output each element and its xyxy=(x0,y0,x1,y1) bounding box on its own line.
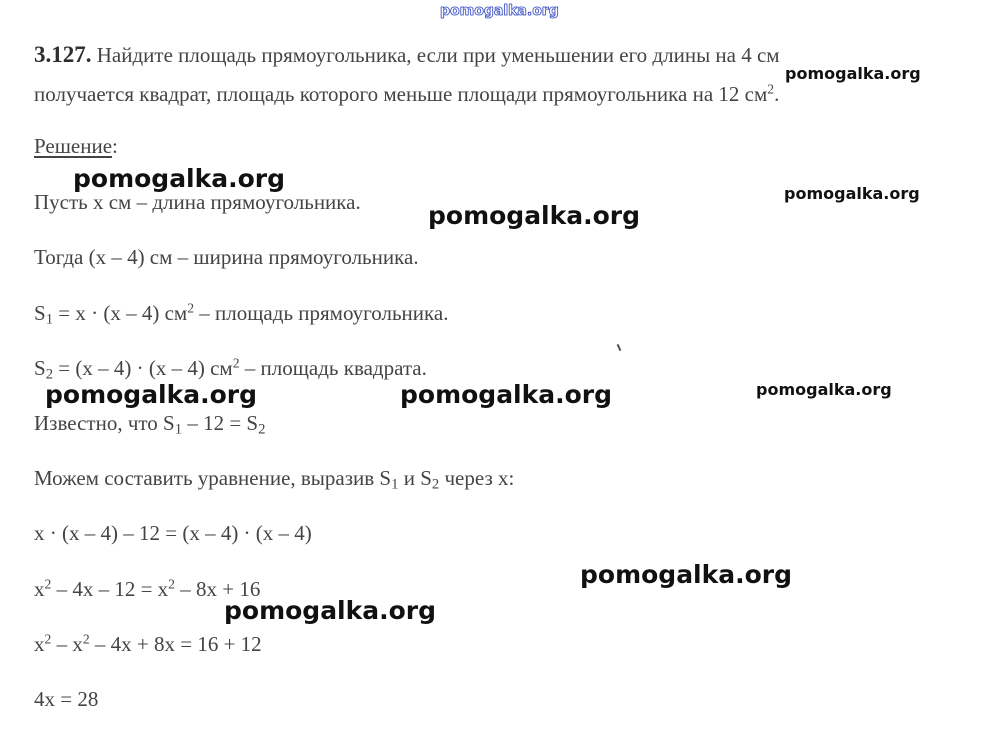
l8-c: – 8x + 16 xyxy=(175,577,261,601)
l3-c: – площадь прямоугольника. xyxy=(194,301,449,325)
solution-line-3 xyxy=(34,300,449,328)
watermark: pomogalka.org xyxy=(45,380,258,409)
l5-sub2: 2 xyxy=(258,421,266,438)
watermark: pomogalka.org xyxy=(224,596,437,625)
watermark: pomogalka.org xyxy=(73,164,286,193)
l5-a: Известно, что S xyxy=(34,411,175,435)
watermark: pomogalka.org xyxy=(400,380,613,409)
problem-line-1 xyxy=(34,43,780,67)
l4-sub: 2 xyxy=(45,366,54,383)
watermark-top: pomogalka.org xyxy=(440,3,559,19)
solution-heading-colon: : xyxy=(112,134,118,158)
problem-text-2: получается квадрат, площадь которого меньше площади прямоугольника на 12 см xyxy=(34,82,768,106)
problem-line-2 xyxy=(34,82,779,106)
l5-sub1: 1 xyxy=(174,421,183,438)
solution-line-4 xyxy=(34,355,427,383)
scan-speck xyxy=(617,344,622,351)
solution-line-9 xyxy=(34,632,262,656)
watermark: pomogalka.org xyxy=(785,64,921,83)
l3-a: S xyxy=(34,301,46,325)
l6-sub2: 2 xyxy=(431,476,440,493)
solution-heading-line xyxy=(34,134,118,158)
l6-sub1: 1 xyxy=(391,476,399,493)
watermark: pomogalka.org xyxy=(580,560,793,589)
solution-line-2: Тогда (x – 4) см – ширина прямоугольника. xyxy=(34,245,419,269)
l4-sup: 2 xyxy=(232,355,240,371)
l3-b: = x · (x – 4) см xyxy=(53,301,188,325)
l5-b: – 12 = S xyxy=(182,411,259,435)
l6-c: через x: xyxy=(439,466,515,490)
problem-text-1: Найдите площадь прямоугольника, если при уменьшении его длины на 4 см xyxy=(96,43,780,67)
solution-line-5 xyxy=(34,411,266,438)
l4-c: – площадь квадрата. xyxy=(239,356,427,380)
problem-text-2-end: . xyxy=(774,82,780,106)
solution-line-1: Пусть x см – длина прямоугольника. xyxy=(34,190,361,214)
l6-a: Можем составить уравнение, выразив S xyxy=(34,466,392,490)
problem-text-2-exp: 2 xyxy=(767,81,775,97)
watermark: pomogalka.org xyxy=(756,380,892,399)
l9-sup2: 2 xyxy=(82,631,90,647)
solution-line-6 xyxy=(34,466,515,493)
l8-sup2: 2 xyxy=(168,576,175,592)
l4-a: S xyxy=(34,356,46,380)
l9-a: x xyxy=(34,632,45,656)
l9-sup1: 2 xyxy=(44,631,52,647)
solution-heading: Решение xyxy=(34,134,113,158)
l9-b: – x xyxy=(51,632,83,656)
l3-sup: 2 xyxy=(187,300,195,316)
solution-line-7: x · (x – 4) – 12 = (x – 4) · (x – 4) xyxy=(34,521,312,545)
watermark: pomogalka.org xyxy=(428,201,641,230)
l3-sub: 1 xyxy=(45,311,54,328)
l6-b: и S xyxy=(398,466,432,490)
problem-number: 3.127. xyxy=(34,42,92,67)
l9-c: – 4x + 8x = 16 + 12 xyxy=(89,632,262,656)
solution-line-10: 4x = 28 xyxy=(34,687,99,711)
l8-a: x xyxy=(34,577,45,601)
l4-b: = (x – 4) · (x – 4) см xyxy=(53,356,233,380)
l8-b: – 4x – 12 = x xyxy=(51,577,169,601)
l8-sup1: 2 xyxy=(44,576,52,592)
watermark: pomogalka.org xyxy=(784,184,920,203)
